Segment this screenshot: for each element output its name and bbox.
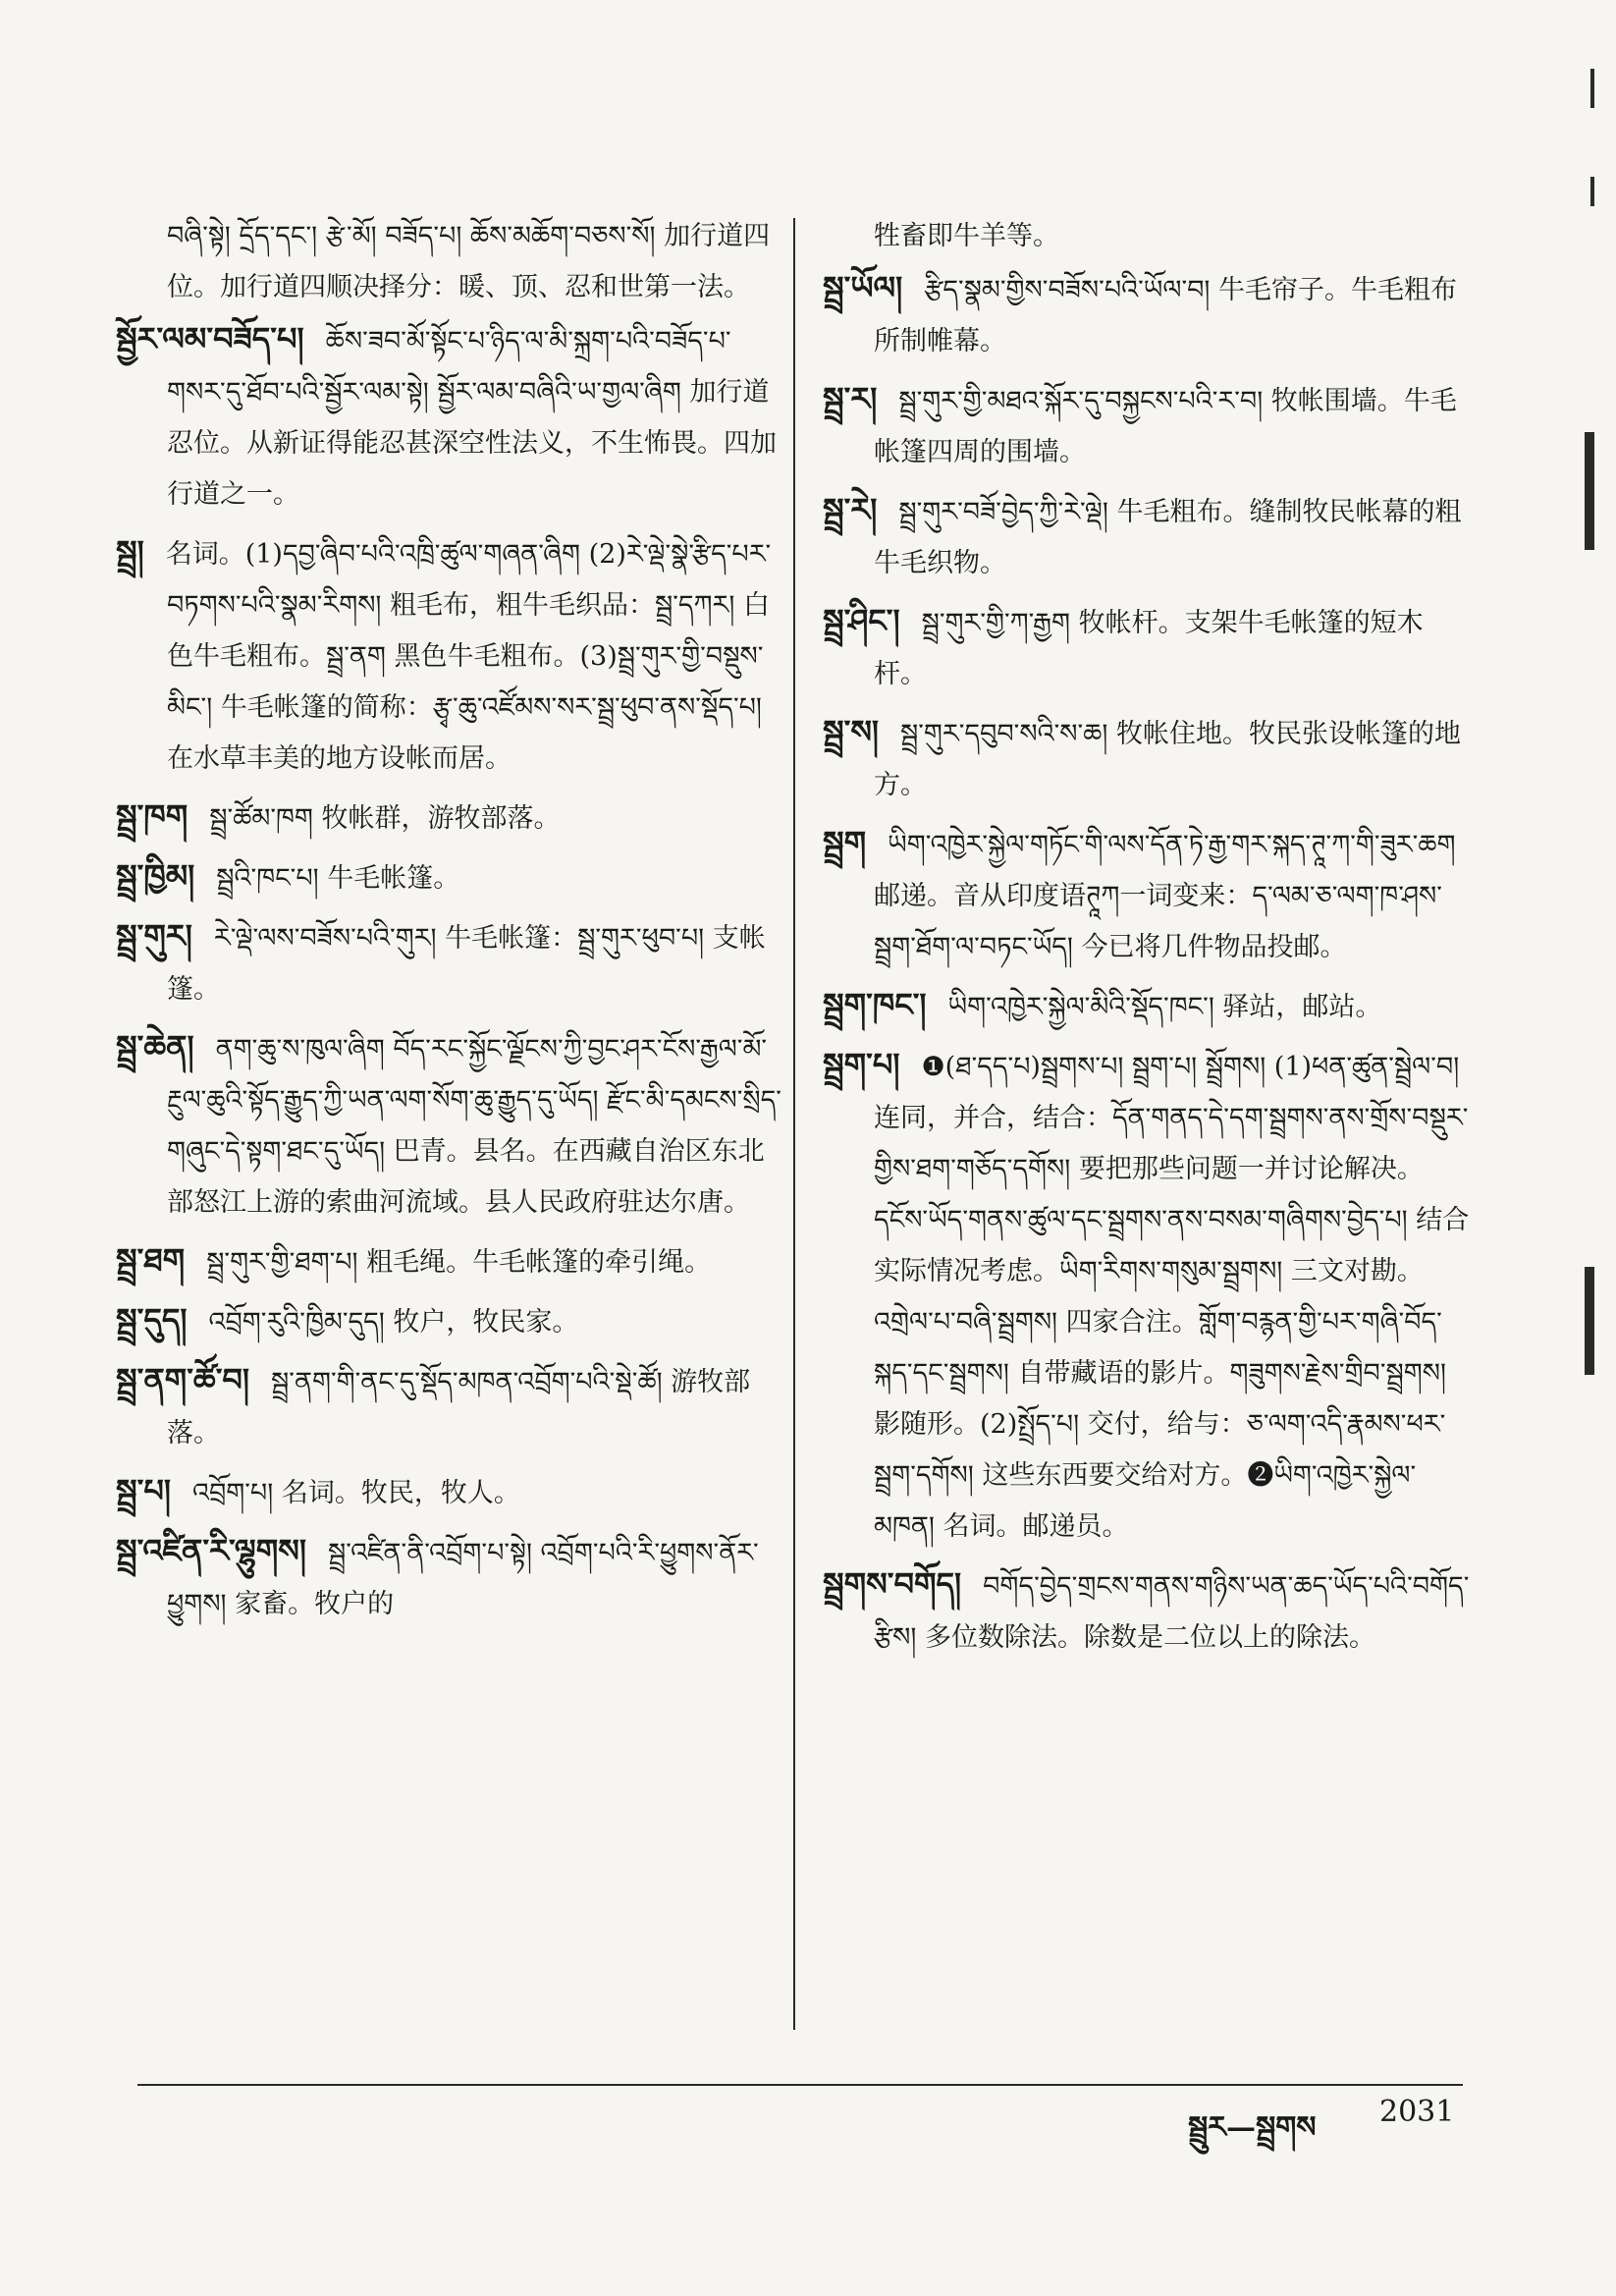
headword: སྦྲ་ཐག xyxy=(116,1241,186,1279)
right-column xyxy=(823,211,1471,1669)
entry xyxy=(116,791,783,845)
definition: ཡིག་འཁྱེར་སྐྱེལ་མིའི་སྡོད་ཁང་། 驿站，邮站。 xyxy=(947,992,1382,1022)
entry xyxy=(116,1234,783,1288)
headword: སྦྲ་ར། xyxy=(823,380,878,417)
continued-entry: 牲畜即牛羊等。 xyxy=(874,221,1059,251)
headword: སྦྲ་འཛིན་རི་ལྷུགས། xyxy=(116,1532,306,1569)
entry xyxy=(823,595,1471,700)
entry xyxy=(823,484,1471,589)
definition: ནག་ཆུ་ས་ཁུལ་ཞིག བོད་རང་སྐྱོང་ལྗོངས་ཀྱི་བྱང་ཤར་ངོས་རྒྱལ་མོ་རྔུལ་ཆུའི་སྟོད་རྒྱུད་ཀྱི་ཡན་ལག་སོག་ཆུ་རྒྱུད་དུ་ཡོད། རྫོང་མི་དམངས་སྲིད་གཞུང་དེ་སྟག་ཐང་དུ་ཡོད། 巴青。县名。在西藏自治区东北部怒江上游的索曲河流域。县人民政府驻达尔唐。 xyxy=(167,1034,781,1218)
headword: སྦྲ་དུད། xyxy=(116,1301,188,1339)
definition: འབྲོག་རུའི་ཁྱིམ་དུད། 牧户，牧民家。 xyxy=(208,1307,579,1338)
entry xyxy=(823,706,1471,811)
headword: སྦྲ་ཁྱིམ། xyxy=(116,857,195,895)
headword: སྦྲ་གུར། xyxy=(116,917,192,955)
entry xyxy=(116,313,783,520)
headword: སྦྲ་ཆེན། xyxy=(116,1028,194,1066)
definition: སྦྲ་གུར་གྱི་ཐག་པ། 粗毛绳。牛毛帐篷的牵引绳。 xyxy=(206,1247,712,1278)
headword: སྦྲགས་བགོད། xyxy=(823,1565,962,1603)
headword: སྦྲ་ཁག xyxy=(116,797,189,835)
entry xyxy=(116,1294,783,1348)
definition: སྦྲ་ནག་གི་ནང་དུ་སྡོད་མཁན་འབྲོག་པའི་སྡེ་ཚོ། 游牧部落。 xyxy=(167,1367,751,1449)
left-column xyxy=(116,211,783,1636)
definition: སྦྲ་གུར་གྱི་ཀ་རྒྱག 牧帐杆。支架牛毛帐篷的短木杆。 xyxy=(874,608,1424,689)
definition: རྩིད་སྣམ་གྱིས་བཟོས་པའི་ཡོལ་བ། 牛毛帘子。牛毛粗布所制帷幕。 xyxy=(874,275,1457,356)
definition: འབྲོག་པ། 名词。牧民，牧人。 xyxy=(191,1478,520,1508)
entry xyxy=(116,1465,783,1519)
entry xyxy=(116,1354,783,1459)
headword: སྦྲ་ས། xyxy=(823,713,880,750)
entry xyxy=(823,979,1471,1033)
entry xyxy=(823,1039,1471,1553)
column-divider xyxy=(793,218,795,2030)
binding-marks xyxy=(1569,59,1598,1434)
definition: སྦྲ་གུར་བཟོ་བྱེད་ཀྱི་རེ་ལྡེ། 牛毛粗布。缝制牧民帐幕的粗牛毛织物。 xyxy=(874,497,1462,578)
entry xyxy=(116,850,783,904)
entry xyxy=(823,373,1471,478)
headword: སྦྲག་ཁང་། xyxy=(823,986,927,1023)
headword: སྦྱོར་ལམ་བཟོད་པ། xyxy=(116,320,304,357)
headword: སྦྲ་པ། xyxy=(116,1472,171,1509)
entry xyxy=(116,1525,783,1630)
definition: རེ་ལྡེ་ལས་བཟོས་པའི་གུར། 牛毛帐篷：སྦྲ་གུར་ཕུབ་པ། 支帐篷。 xyxy=(167,923,766,1005)
continued-entry: བཞི་སྟེ། དྲོད་དང་། རྩེ་མོ། བཟོད་པ། ཆོས་མཆོག་བཅས་སོ། 加行道四位。加行道四顺决择分：暖、顶、忍和世第一法。 xyxy=(167,221,771,302)
headword: སྦྲ་ནག་ཚོ་བ། xyxy=(116,1361,250,1398)
footer-rule xyxy=(137,2084,1463,2086)
entry xyxy=(116,1021,783,1229)
entry xyxy=(116,526,783,785)
headword: སྦྲག་པ། xyxy=(823,1046,900,1083)
headword: སྦྲག xyxy=(823,824,867,861)
definition: 名词。(1)དབྱ་ཞིབ་པའི་འཁྲི་ཚུལ་གཞན་ཞིག (2)རེ་ལྡེ་སྣེ་རྩིད་པར་བཏགས་པའི་སྣམ་རིགས། 粗毛布，粗牛毛织品：སྦྲ་དཀར། 白色牛毛粗布。སྦྲ་ནག 黑色牛毛粗布。(3)སྦྲ་གུར་གྱི་བསྡུས་མིང་། 牛毛帐篷的简称：རྩྭ་ཆུ་འཛོམས་སར་སྦྲ་ཕུབ་ནས་སྡོད་པ། 在水草丰美的地方设帐而居。 xyxy=(165,539,772,774)
entry xyxy=(823,262,1471,367)
definition: ཆོས་ཟབ་མོ་སྟོང་པ་ཉིད་ལ་མི་སྐྲག་པའི་བཟོད་པ་གསར་དུ་ཐོབ་པའི་སྦྱོར་ལམ་སྟེ། སྦྱོར་ལམ་བཞིའི་ཡ་གྱལ་ཞིག 加行道忍位。从新证得能忍甚深空性法义，不生怖畏。四加行道之一。 xyxy=(167,326,777,510)
page-number: 2031 xyxy=(1379,2095,1455,2129)
entry xyxy=(823,1558,1471,1664)
headword: སྦྲ་ཤིང་། xyxy=(823,602,900,639)
headword: སྦྲ་རེ། xyxy=(823,491,878,528)
definition: སྦྲ་གུར་གྱི་མཐའ་སྐོར་དུ་བསྐྱངས་པའི་ར་བ། 牧帐围墙。牛毛帐篷四周的围墙。 xyxy=(874,386,1457,467)
definition: ཡིག་འཁྱེར་སྐྱེལ་གཏོང་གི་ལས་དོན་ཏེ་རྒྱ་གར་སྐད་ཊཱ་ཀ་གི་ཟུར་ཆག 邮递。音从印度语ཊཱཀ一词变来：ད་ལམ་ཅ་ལག་ཁ་ཤས་སྦྲག་ཐོག་ལ་བཏང་ཡོད། 今已将几件物品投邮。 xyxy=(874,830,1456,962)
headword: སྦྲ། xyxy=(116,533,144,571)
entry xyxy=(823,817,1471,973)
definition: བགོད་བྱེད་གྲངས་གནས་གཉིས་ཡན་ཆད་ཡོད་པའི་བགོད་རྩིས། 多位数除法。除数是二位以上的除法。 xyxy=(874,1571,1470,1653)
definition: སྦྲ་ཚོམ་ཁག 牧帐群，游牧部落。 xyxy=(209,803,561,834)
definition: སྦྲ་གུར་དབུབ་སའི་ས་ཆ། 牧帐住地。牧民张设帐篷的地方。 xyxy=(874,719,1461,800)
definition: སྦྲའི་ཁང་པ། 牛毛帐篷。 xyxy=(216,863,460,894)
definition: ❶(ཐ་དད་པ)སྦྲགས་པ། སྦྲག་པ། སྦྲོགས། (1)ཕན་ཚུན་སྦྲེལ་བ། 连同，并合，结合：དོན་གནད་དེ་དག་སྦྲགས་ནས་གྲོས་བསྡུར་གྱིས་ཐག་གཅོད་དགོས། 要把那些问题一并讨论解决。དངོས་ཡོད་གནས་ཚུལ་དང་སྦྲགས་ནས་བསམ་གཞིགས་བྱེད་པ། 结合实际情况考虑。ཡིག་རིགས་གསུམ་སྦྲགས། 三文对勘。འགྲེལ་པ་བཞི་སྦྲགས། 四家合注。གློག་བརྙན་གྱི་པར་གཞི་བོད་སྐད་དང་སྦྲགས། 自带藏语的影片。གཟུགས་རྗེས་གྲིབ་སྦྲགས། 影随形。(2)སྤྲོད་པ། 交付，给与：ཅ་ལག་འདི་རྣམས་ཕར་སྦྲག་དགོས། 这些东西要交给对方。❷ཡིག་འཁྱེར་སྐྱེལ་མཁན། 名词。邮递员。 xyxy=(874,1052,1470,1542)
headword: སྦྲ་ཡོལ། xyxy=(823,269,903,306)
entry xyxy=(116,910,783,1015)
running-head-range: སྦྲུར—སྦྲགས xyxy=(1188,2110,1317,2145)
definition: སྦྲ་འཛིན་ནི་འབྲོག་པ་སྟེ། འབྲོག་པའི་རི་ཕྱུགས་ནོར་ཕྱུགས། 家畜。牧户的 xyxy=(167,1538,759,1619)
